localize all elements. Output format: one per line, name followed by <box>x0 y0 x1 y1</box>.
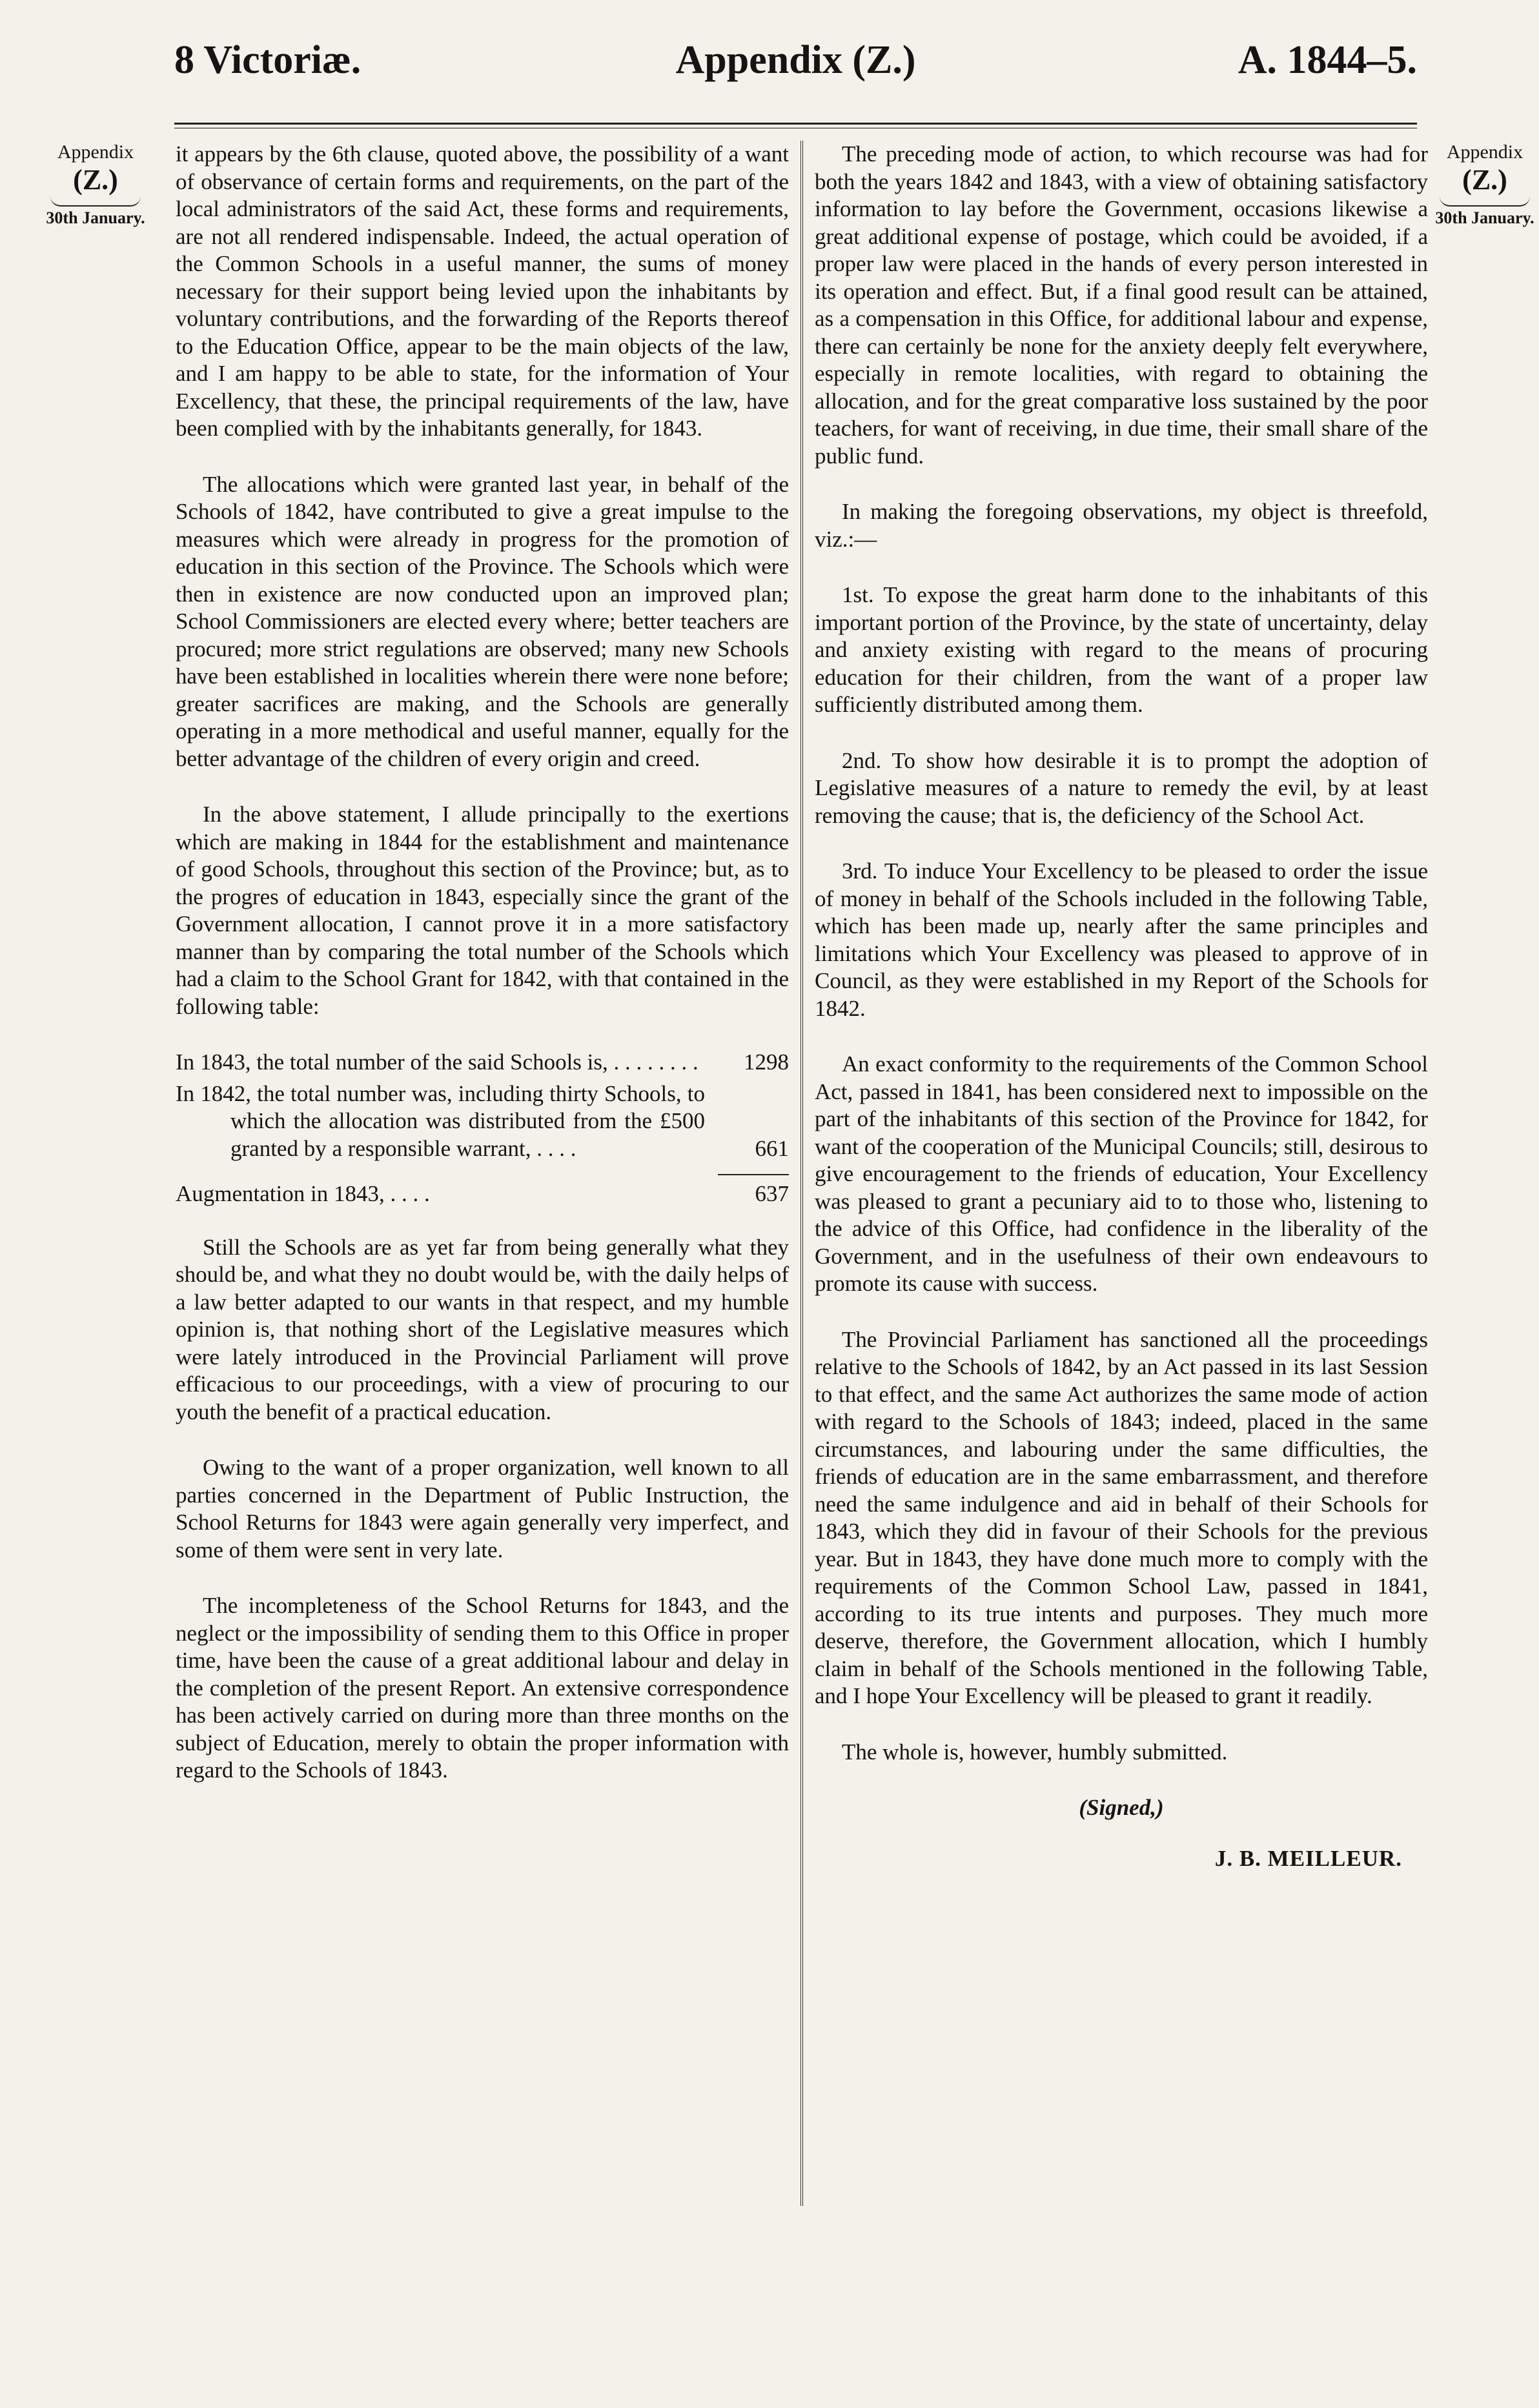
table-row <box>176 1049 789 1077</box>
paragraph: 3rd. To induce Your Excellency to be pleased to order the issue of money in behalf of the Schools included in the following Table, which has been made up, nearly after the same principles and limitations which Your Excellency was pleased to approve of in Council, as they were established in my Report of the Schools for 1842. <box>815 858 1428 1021</box>
right-column <box>815 141 1428 1872</box>
column-divider <box>800 141 803 2206</box>
margin-date: 30th January. <box>46 208 145 227</box>
paragraph: The Provincial Parliament has sanctioned all the proceedings relative to the Schools of 1842, by an Act passed in its last Session to that effect, and the same Act authorizes the same mode of action with regard to the Schools of 1843; indeed, placed in the same circumstances, and labouring under the same difficulties, the friends of education are in the same embarrassment, and therefore need the same indulgence and aid in behalf of their Schools for 1843, which they did in favour of their Schools for the previous year. But in 1843, they have done much more to comply with the requirements of the Common School Law, passed in 1841, according to its true intents and purposes. They much more deserve, therefore, the Government allocation, which I humbly claim in behalf of the Schools mentioned in the following Table, and I hope Your Excellency will be pleased to grant it readily. <box>815 1326 1428 1708</box>
table-sum-value: 637 <box>755 1181 789 1206</box>
margin-note-left <box>31 141 160 230</box>
margin-appendix-label: Appendix <box>1446 141 1524 163</box>
paragraph: In the above statement, I allude principally to the exertions which are making in 1844 for the establishment and maintenance of good Schools, throughout this section of the Province; but, as to the progres of education in 1843, especially since the grant of the Government allocation, I cannot prove it in a more satisfactory manner than by comparing the total number of the Schools which had a claim to the School Grant for 1842, with that contained in the following table: <box>176 802 789 1019</box>
table-row-value: 661 <box>755 1135 789 1161</box>
paragraph: 2nd. To show how desirable it is to prompt the adoption of Legislative measures of a nature to remedy the evil, by at least removing the cause; that is, the deficiency of the School Act. <box>815 747 1428 828</box>
table-row-value: 1298 <box>744 1049 789 1075</box>
paragraph: An exact conformity to the requirements of the Common School Act, passed in 1841, has been considered next to impossible on the part of the inhabitants of this section of the Province for 1842, for want of the cooperation of the Municipal Councils; still, desirous to give encouragement to the friends of education, Your Excellency was pleased to grant a pecuniary aid to to those who, listening to the advice of this Office, had confidence in the liberality of the Government, and in the usefulness of their own endeavours to promote its cause with success. <box>815 1051 1428 1296</box>
table-row-label: In 1842, the total number was, including thirty Schools, to which the allocation was distributed from the £500 granted by a responsible warrant, . . . . <box>176 1080 705 1161</box>
table-row-label: In 1843, the total number of the said Schools is, . . . . . . . . <box>176 1049 698 1075</box>
paragraph: The whole is, however, humbly submitted. <box>842 1739 1228 1765</box>
margin-note-right <box>1420 141 1539 230</box>
signed-label: (Signed,) <box>1079 1795 1164 1820</box>
header-rule <box>174 123 1417 125</box>
header-appendix-title: Appendix (Z.) <box>675 38 916 82</box>
table-row <box>176 1080 789 1163</box>
margin-appendix-letter: (Z.) <box>1462 164 1507 196</box>
paragraph: In making the foregoing observations, my object is threefold, viz.:— <box>815 499 1428 552</box>
paragraph: The allocations which were granted last year, in behalf of the Schools of 1842, have contributed to give a great impulse to the measures which were already in progress for the promotion of education in this section of the Province. The Schools which were then in existence are now conducted upon an improved plan; School Commissioners are elected every where; better teachers are procured; more strict regulations are observed; many new Schools have been established in localities wherein there were none before; greater sacrifices are making, and the Schools are generally operating in a more methodical and useful manner, equally for the better advantage of the children of every origin and creed. <box>176 471 789 771</box>
margin-date: 30th January. <box>1435 208 1534 227</box>
paragraph: The incompleteness of the School Returns for 1843, and the neglect or the impossibility of sending them to this Office in proper time, have been the cause of a great additional labour and delay in the completion of the present Report. An extensive correspondence has been actively carried on during more than three months on the subject of Education, merely to obtain the proper information with regard to the Schools of 1843. <box>176 1593 789 1783</box>
school-count-table <box>176 1049 789 1208</box>
page-header <box>174 37 1417 96</box>
signature-name: J. B. MEILLEUR. <box>1214 1845 1402 1871</box>
margin-brace <box>1440 196 1530 207</box>
table-sum-row <box>176 1180 789 1208</box>
margin-appendix-label: Appendix <box>57 141 134 163</box>
margin-appendix-letter: (Z.) <box>73 164 118 196</box>
header-year: A. 1844–5. <box>1238 38 1417 82</box>
left-column <box>176 141 789 1813</box>
table-sum-label: Augmentation in 1843, . . . . <box>176 1181 430 1206</box>
paragraph: Still the Schools are as yet far from being generally what they should be, and what they no doubt would be, with the daily helps of a law better adapted to our wants in that respect, and my humble opinion is, that nothing short of the Legislative measures which were lately introduced in the Provincial Parliament will prove efficacious to our proceedings, with a view of procuring to our youth the benefit of a practical education. <box>176 1234 789 1424</box>
header-session: 8 Victoriæ. <box>174 38 362 82</box>
sum-rule <box>718 1174 789 1175</box>
paragraph: The preceding mode of action, to which recourse was had for both the years 1842 and 1843, with a view of obtaining satisfactory information to lay before the Government, occasions likewise a great additional expense of postage, which could be avoided, if a proper law were placed in the hands of every person interested in its operation and effect. But, if a final good result can be attained, as a compensation in this Office, for additional labour and expense, there can certainly be none for the anxiety deeply felt everywhere, especially in remote localities, with regard to obtaining the allocation, and for the great comparative loss sustained by the poor teachers, for want of receiving, in due time, their small share of the public fund. <box>815 141 1428 469</box>
paragraph: it appears by the 6th clause, quoted above, the possibility of a want of observance of certain forms and requirements, on the part of the local administrators of the said Act, these forms and requirements, are not all rendered indispensable. Indeed, the actual operation of the Common Schools in a useful manner, the sums of money necessary for their support being levied upon the inhabitants by voluntary contributions, and the forwarding of the Reports thereof to the Education Office, appear to be the main objects of the law, and I am happy to be able to state, for the information of Your Excellency, that these, the principal requirements of the law, have been complied with by the inhabitants generally, for 1843. <box>176 141 789 441</box>
margin-brace <box>50 196 141 207</box>
paragraph: 1st. To expose the great harm done to the inhabitants of this important portion of the Province, by the state of uncertainty, delay and anxiety existing with regard to the means of procuring education for their children, from the want of a proper law sufficiently distributed among them. <box>815 582 1428 717</box>
paragraph: Owing to the want of a proper organization, well known to all parties concerned in the Department of Public Instruction, the School Returns for 1843 were again generally very imperfect, and some of them were sent in very late. <box>176 1455 789 1563</box>
